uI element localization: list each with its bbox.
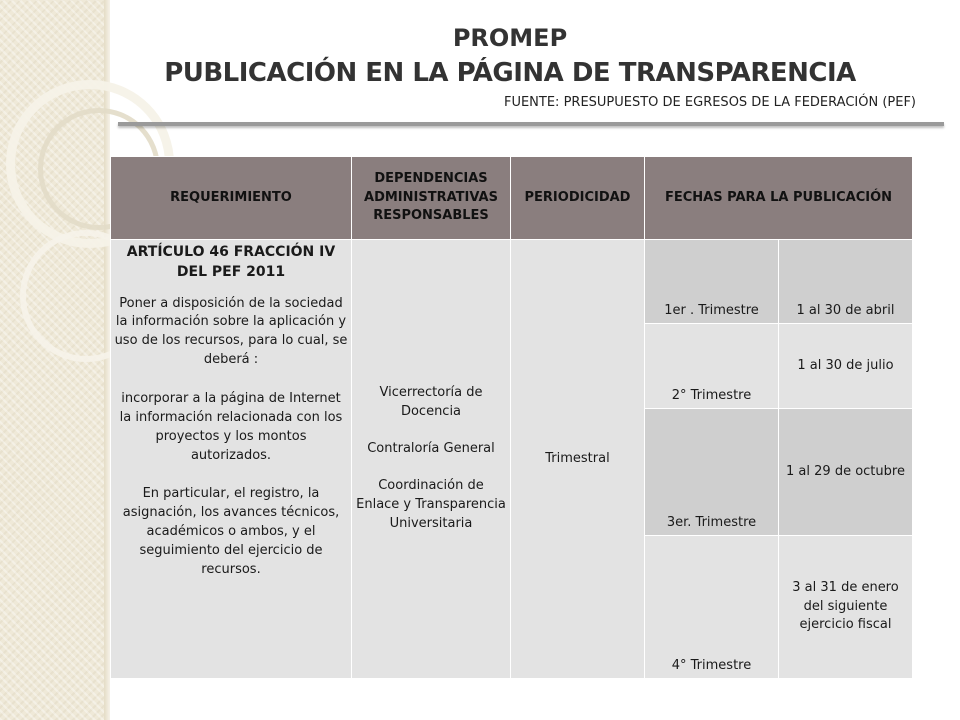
header-periodicidad: PERIODICIDAD — [511, 157, 645, 240]
header-requerimiento: REQUERIMIENTO — [111, 157, 352, 240]
requerimiento-paragraph-3: En particular, el registro, la asignación, los avances técnicos, académicos o ambos, y el seguimiento del ejercicio de recursos. — [122, 486, 340, 577]
trimestre-fecha: 1 al 29 de octubre — [779, 409, 913, 536]
trimestre-label: 4° Trimestre — [645, 536, 779, 679]
trimestre-fecha: 1 al 30 de abril — [779, 240, 913, 324]
header-fechas: FECHAS PARA LA PUBLICACIÓN — [645, 157, 913, 240]
requerimiento-title: ARTÍCULO 46 FRACCIÓN IV DEL PEF 2011 — [126, 244, 336, 281]
title-divider — [118, 122, 944, 126]
trimestre-fecha: 3 al 31 de enero del siguiente ejercicio fiscal — [779, 536, 913, 679]
trimestre-label: 3er. Trimestre — [645, 409, 779, 536]
dependencia-item: Coordinación de Enlace y Transparencia Universitaria — [356, 478, 506, 531]
publication-table — [110, 156, 913, 679]
requerimiento-paragraph-1: Poner a disposición de la sociedad la información sobre la aplicación y uso de los recursos, para lo cual, se deberá : — [114, 295, 348, 368]
trimestre-fecha: 1 al 30 de julio — [779, 324, 913, 409]
source-note: FUENTE: PRESUPUESTO DE EGRESOS DE LA FEDERACIÓN (PEF) — [503, 95, 916, 110]
table-header-row — [111, 157, 913, 240]
trimestre-label: 1er . Trimestre — [645, 240, 779, 324]
requerimiento-cell — [111, 240, 352, 679]
dependencias-cell — [352, 240, 511, 679]
dependencia-item: Contraloría General — [367, 441, 495, 457]
periodicidad-cell: Trimestral — [511, 240, 645, 679]
trimestre-label: 2° Trimestre — [645, 324, 779, 409]
dependencia-item: Vicerrectoría de Docencia — [379, 385, 483, 420]
page-subtitle: PUBLICACIÓN EN LA PÁGINA DE TRANSPARENCIA — [164, 58, 856, 88]
requerimiento-paragraph-2: incorporar a la página de Internet la información relacionada con los proyectos y los montos autorizados. — [119, 390, 343, 463]
page-title: PROMEP — [452, 24, 568, 52]
table-row — [111, 240, 913, 324]
header-dependencias: DEPENDENCIAS ADMINISTRATIVAS RESPONSABLES — [352, 157, 511, 240]
